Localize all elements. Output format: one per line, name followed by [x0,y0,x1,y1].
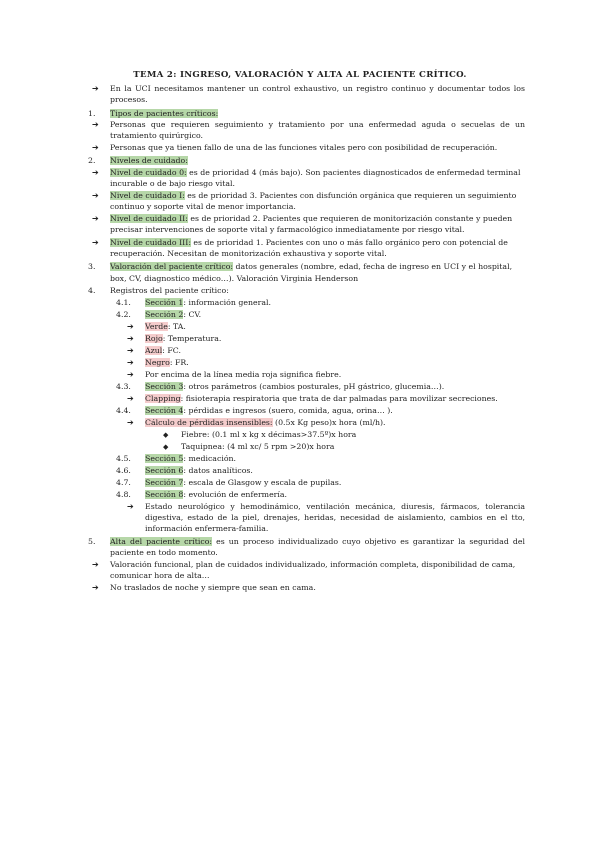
level-0-line: Nivel de cuidado 0: es de prioridad 4 (más bajo). Son pacientes diagnosticados de enfermedad terminal [110,168,521,177]
level-label: Nivel de cuidado I: [110,191,185,200]
subsection-number: 4.4. [116,406,131,415]
bullet-text: digestiva, estado de la piel, drenajes, heridas, necesidad de aislamiento, cambios en el tto, [145,513,525,522]
arrow-icon: ➔ [127,322,134,331]
term-label: Cálculo de pérdidas insensibles: [145,418,273,427]
arrow-icon: ➔ [92,560,99,569]
level-0-cont: incurable o de bajo riesgo vital. [110,179,235,188]
arrow-icon: ➔ [127,370,134,379]
subsection-label: Sección 4 [145,406,184,415]
arrow-icon: ➔ [127,394,134,403]
bullet-text: Valoración funcional, plan de cuidados individualizado, información completa, disponibilidad de cama, [110,560,516,569]
subsection-label: Sección 8 [145,490,184,499]
formula-text: Fiebre: (0.1 ml x kg x décimas>37.5º)x hora [181,430,357,439]
section-heading: Registros del paciente crítico: [110,286,229,295]
subsection-label: Sección 3 [145,382,184,391]
subsection-label: Sección 5 [145,454,184,463]
subsection-number: 4.6. [116,466,131,475]
arrow-icon: ➔ [92,168,99,177]
section-text: paciente en todo momento. [110,548,218,557]
arrow-icon: ➔ [92,84,99,93]
subsection-number: 4.5. [116,454,131,463]
bullet-text: información enfermera-familia. [145,524,269,533]
level-label: Nivel de cuidado II: [110,214,188,223]
arrow-icon: ➔ [92,120,99,129]
subsection-number: 4.8. [116,490,131,499]
arrow-icon: ➔ [92,191,99,200]
section-number: 1. [88,109,96,118]
arrow-icon: ➔ [127,418,134,427]
arrow-icon: ➔ [92,143,99,152]
subsection-number: 4.3. [116,382,131,391]
arrow-icon: ➔ [127,334,134,343]
color-label: Negro [145,358,170,367]
bullet-text: comunicar hora de alta… [110,571,210,580]
level-1-line: Nivel de cuidado I: es de prioridad 3. Pacientes con disfunción orgánica que requieren un seguimiento [110,191,517,200]
subsection-number: 4.7. [116,478,131,487]
arrow-icon: ➔ [92,583,99,592]
color-label: Rojo [145,334,163,343]
bullet-text: Personas que requieren seguimiento y tratamiento por una enfermedad aguda o secuelas de un [110,120,525,129]
level-label: Nivel de cuidado 0: [110,168,187,177]
level-1-cont: continuo y soporte vital de menor importancia. [110,202,296,211]
section-heading: Valoración del paciente crítico: [110,262,234,271]
level-2-cont: precisar intervenciones de soporte vital y farmacológico inmediatamente por riesgo vital. [110,225,465,234]
bullet-text: No traslados de noche y siempre que sean en cama. [110,583,316,592]
note-text: Por encima de la línea media roja significa fiebre. [145,370,342,379]
arrow-icon: ➔ [127,358,134,367]
bullet-text: tratamiento quirúrgico. [110,131,203,140]
section-text: box, CV, diagnostico médico…). Valoración Virginia Henderson [110,274,359,283]
arrow-icon: ➔ [127,346,134,355]
subsection-number: 4.2. [116,310,131,319]
section-heading: Niveles de cuidado: [110,156,188,165]
subsection-label: Sección 7 [145,478,184,487]
subsection-number: 4.1. [116,298,131,307]
intro-line: En la UCI necesitamos mantener un control exhaustivo, un registro continuo y documentar todos los [110,84,525,93]
arrow-icon: ➔ [92,214,99,223]
bullet-text: Estado neurológico y hemodinámico, ventilación mecánica, diuresis, fármacos, tolerancia [145,502,525,511]
subsection-label: Sección 6 [145,466,184,475]
level-label: Nivel de cuidado III: [110,238,191,247]
section-number: 3. [88,262,96,271]
intro-line: procesos. [110,95,148,104]
section-heading: Tipos de pacientes críticos: [110,109,219,118]
level-3-line: Nivel de cuidado III: es de prioridad 1. Pacientes con uno o más fallo orgánico pero con potencial de [110,238,508,247]
level-3-cont: recuperación. Necesitan de monitorización exhaustiva y soporte vital. [110,249,387,258]
bullet-text: Personas que ya tienen fallo de una de las funciones vitales pero con posibilidad de recuperación. [110,143,498,152]
diamond-icon: ◆ [163,431,169,439]
subsection-label: Sección 1 [145,298,184,307]
color-label: Azul [145,346,163,355]
diamond-icon: ◆ [163,443,169,451]
section-number: 2. [88,156,96,165]
arrow-icon: ➔ [127,502,134,511]
level-2-line: Nivel de cuidado II: es de prioridad 2. Pacientes que requieren de monitorización constante y pueden [110,214,513,223]
color-label: Verde [145,322,168,331]
document-page: TEMA 2: INGRESO, VALORACIÓN Y ALTA AL PACIENTE CRÍTICO. ➔ En la UCI necesitamos mantener un control exhaustivo, un registro continuo y documentar todos los procesos. 1. Tipos de pacientes críticos: ➔ Personas que requieren seguimiento y tratamiento por una enfermedad aguda o secuelas de un tratamiento quirúrgico. ➔ Personas que ya tienen fallo de una de las funciones vitales pero con posibilidad de recuperación. 2. Niveles de cuidado: ➔ Nivel de cuidado 0: es de prioridad 4 (más bajo). Son pacientes diagnosticados de enfermedad terminal incurable o de bajo riesgo vital. ➔ Nivel de cuidado I: es de prioridad 3. Pacientes con disfunción orgánica que requieren un seguimiento continuo y soporte vital de menor importancia. ➔ Nivel de cuidado II: es de prioridad 2. Pacientes que requieren de monitorización constante y pueden precisar intervenciones de soporte vital y farmacológico inmediatamente por riesgo vital. ➔ Nivel de cuidado III: es de prioridad 1. Pacientes con uno o más fallo orgánico pero con potencial de recuperación. Necesitan de monitorización exhaustiva y soporte vital. 3. Valoración del paciente crítico: datos generales (nombre, edad, fecha de ingreso en UCI y el hospital, box, CV, diagnostico médico…). Valoración Virginia Henderson 4. Registros del paciente crítico: 4.1. Sección 1: información general. 4.2. Sección 2: CV. ➔ Verde: TA. ➔ Rojo: Temperatura. ➔ Azul: FC. ➔ Negro: FR. ➔ Por encima de la línea media roja significa fiebre. 4.3. Sección 3: otros parámetros (cambios posturales, pH gástrico, glucemia…). ➔ Clapping: fisioterapia respiratoria que trata de dar palmadas para movilizar secreciones. 4.4. Sección 4: pérdidas e ingresos (suero, comida, agua, orina… ). ➔ Cálculo de pérdidas insensibles: (0.5x Kg peso)x hora (ml/h). ◆ Fiebre: (0.1 ml x kg x décimas>37.5º)x hora ◆ Taquipnea: (4 ml xc/ 5 rpm >20)x hora 4.5. Sección 5: medicación. 4.6. Sección 6: datos analíticos. 4.7. Sección 7: escala de Glasgow y escala de pupilas. 4.8. Sección 8: evolución de enfermería. ➔ Estado neurológico y hemodinámico, ventilación mecánica, diuresis, fármacos, tolerancia digestiva, estado de la piel, drenajes, heridas, necesidad de aislamiento, cambios en el tto, información enfermera-familia. 5. Alta del paciente crítico: es un proceso individualizado cuyo objetivo es garantizar la seguridad del paciente en todo momento. ➔ Valoración funcional, plan de cuidados individualizado, información completa, disponibilidad de cama, comunicar hora de alta… ➔ No traslados de noche y siempre que sean en cama. [0,0,600,848]
document-title: TEMA 2: INGRESO, VALORACIÓN Y ALTA AL PACIENTE CRÍTICO. [133,70,467,80]
subsection-label: Sección 2 [145,310,184,319]
term-label: Clapping [145,394,181,403]
section-number: 4. [88,286,96,295]
section-number: 5. [88,537,96,546]
section-heading: Alta del paciente crítico: [110,537,213,546]
formula-text: Taquipnea: (4 ml xc/ 5 rpm >20)x hora [181,442,335,451]
arrow-icon: ➔ [92,238,99,247]
